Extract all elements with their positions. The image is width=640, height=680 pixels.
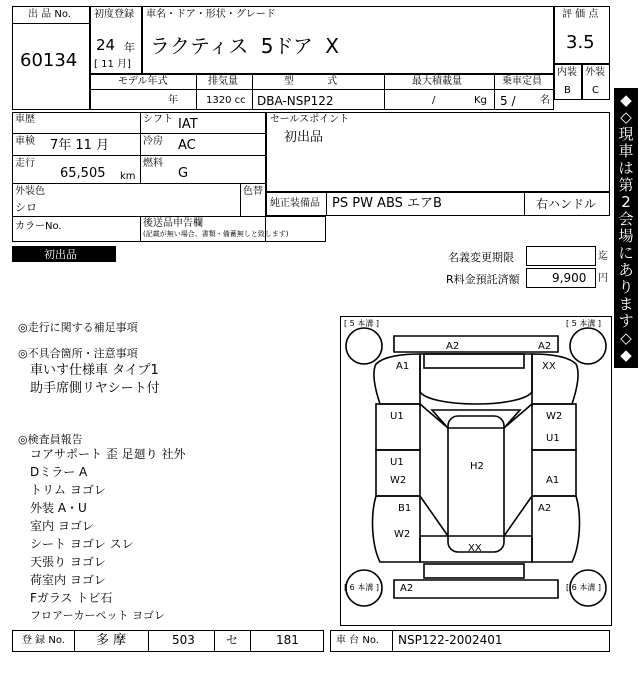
history-label: 車歴 <box>15 114 35 125</box>
banner-char: ◇ <box>620 329 632 347</box>
inspector-line: 天張り ヨゴレ <box>30 555 106 569</box>
reg-div-3 <box>214 630 215 652</box>
eval-value: 3.5 <box>566 32 595 53</box>
mark-front-bumper-left: A2 <box>446 341 460 352</box>
mark-left-rear-quarter-2: W2 <box>394 529 411 540</box>
mark-right-rear-quarter: A2 <box>538 503 552 514</box>
eval-label: 評 価 点 <box>562 9 599 20</box>
name-change-unit: 迄 <box>598 251 608 262</box>
defects-title: ◎不具合箇所・注意事項 <box>18 347 138 360</box>
banner-char: 車 <box>618 142 634 160</box>
spec-col-2 <box>252 74 253 110</box>
front-bumper-outline <box>394 336 558 352</box>
mileage-unit: km <box>120 171 136 182</box>
inspector-line: 室内 ヨゴレ <box>30 519 94 533</box>
interior-label: 内装 <box>557 67 577 78</box>
chassis-div <box>392 630 393 652</box>
mark-right-front-door-2: U1 <box>546 433 560 444</box>
region-value: 多 摩 <box>96 633 127 648</box>
right-c-pillar <box>504 496 532 536</box>
mileage-value: 65,505 <box>60 166 106 181</box>
chassis-label: 車 台 No. <box>336 635 379 646</box>
inspector-line: フロアーカーペット ヨゴレ <box>30 609 165 622</box>
spec-col-3 <box>384 74 385 110</box>
details-row-3 <box>12 156 266 184</box>
class-value: 503 <box>172 633 195 647</box>
lot-label: 出 品 No. <box>28 9 71 20</box>
right-rear-door <box>532 450 576 496</box>
kana-value: セ <box>226 633 239 647</box>
spec-col-1 <box>196 74 197 110</box>
load-label: 最大積載量 <box>412 76 462 87</box>
number-value: 181 <box>276 633 299 647</box>
banner-char: り <box>618 278 634 296</box>
inspector-line: トリム ヨゴレ <box>30 483 106 497</box>
front-right-tread-tag: [ 5 本溝 ] <box>566 319 601 328</box>
car-name-value: ラクティス 5ドア X <box>150 34 339 58</box>
model-year-unit: 年 <box>168 95 178 106</box>
front-left-tread-tag: [ 5 本溝 ] <box>344 319 379 328</box>
rear-light-bar <box>424 564 524 578</box>
banner-char: あ <box>618 261 634 279</box>
color-label: 外装色 <box>15 186 45 197</box>
first-reg-label: 初度登録 <box>94 9 134 20</box>
inspector-line: シート ヨゴレ スレ <box>30 537 134 551</box>
color-value: シロ <box>15 201 37 214</box>
reg-div-1 <box>74 630 75 652</box>
inspector-line: Fガラス トビ石 <box>30 591 113 605</box>
inspection-label: 車検 <box>15 136 35 147</box>
inspector-title: ◎検査員報告 <box>18 433 83 446</box>
ac-label: 冷房 <box>143 136 163 147</box>
banner-char: ◇ <box>620 108 632 126</box>
ac-value: AC <box>178 138 196 153</box>
displacement-label: 排気量 <box>208 76 238 87</box>
mark-left-rear-quarter-1: B1 <box>398 503 412 514</box>
vertical-banner <box>614 88 638 368</box>
shift-label: シフト <box>143 114 173 125</box>
left-a-pillar <box>420 404 448 428</box>
mark-front-bumper-right: A2 <box>538 341 552 352</box>
banner-char: ◆ <box>620 91 632 109</box>
model-year-label: モデル年式 <box>118 76 168 87</box>
front-right-tire <box>570 328 606 364</box>
type-value: DBA-NSP122 <box>257 94 334 108</box>
name-change-label: 名義変更期限 <box>448 251 514 264</box>
load-unit: Kg <box>474 95 487 106</box>
mark-left-rear-door-2: W2 <box>390 475 407 486</box>
banner-char: 場 <box>618 227 634 245</box>
month-value: [ 11 月] <box>94 59 131 70</box>
mark-rear-hatch: XX <box>468 543 482 554</box>
color-col-divider <box>240 184 241 216</box>
mark-roof: H2 <box>470 461 484 472</box>
capacity-label: 乗車定員 <box>502 76 542 87</box>
inspector-line: 荷室内 ヨゴレ <box>30 573 106 587</box>
interior-value: B <box>564 85 571 96</box>
inspector-line: 外装 A・U <box>30 501 87 515</box>
exterior-value: C <box>592 85 599 96</box>
mark-right-front-door-1: W2 <box>546 411 563 422</box>
mark-left-rear-door-1: U1 <box>390 457 404 468</box>
mileage-label: 走行 <box>15 158 35 169</box>
details-col-1 <box>140 112 141 184</box>
recycle-label: R料金預託済額 <box>446 273 520 286</box>
year-unit: 年 <box>124 41 135 54</box>
aftermarket-label: 後送品申告欄 <box>143 218 203 229</box>
banner-char: 会 <box>618 210 634 228</box>
car-name-label: 車名・ドア・形状・グレード <box>146 9 276 20</box>
defect-line: 車いす仕様車 タイプ1 <box>30 363 159 378</box>
front-left-tire <box>346 328 382 364</box>
spec-col-4 <box>494 74 495 110</box>
name-change-box <box>526 246 596 266</box>
recycle-unit: 円 <box>598 273 608 284</box>
reg-div-4 <box>250 630 251 652</box>
aftermarket-note: (記載が無い場合、書類・備蓄無しと致します) <box>143 230 289 238</box>
inspector-line: Dミラー A <box>30 465 88 479</box>
rear-right-tread-tag: [ 6 本溝 ] <box>566 583 601 592</box>
banner-char: は <box>618 159 634 177</box>
banner-char: 現 <box>618 125 634 143</box>
front-grille <box>424 354 524 368</box>
capacity-value: 5 / <box>500 94 516 108</box>
lot-value: 60134 <box>20 50 78 71</box>
displacement-value: 1320 cc <box>206 95 246 106</box>
inspector-line: コアサポート 歪 足廻り 社外 <box>30 447 186 461</box>
recycle-value: 9,900 <box>552 271 587 285</box>
hood <box>420 354 532 404</box>
banner-char: す <box>618 312 634 330</box>
banner-char: 2 <box>621 193 631 211</box>
capacity-unit: 名 <box>540 95 550 106</box>
banner-char: に <box>618 244 634 262</box>
chassis-value: NSP122-2002401 <box>398 633 503 647</box>
sales-point-label: セールスポイント <box>270 114 350 125</box>
color-swap-label: 色替 <box>243 186 263 197</box>
equipment-handle-div <box>524 192 525 216</box>
equipment-label: 純正装備品 <box>270 198 320 209</box>
details-row-1 <box>12 112 266 134</box>
defect-line: 助手席側リヤシート付 <box>30 381 160 396</box>
banner-char: ◆ <box>620 346 632 364</box>
reg-div-2 <box>148 630 149 652</box>
left-c-pillar <box>420 496 448 536</box>
shift-value: IAT <box>178 117 198 132</box>
mark-left-front-fender: A1 <box>396 361 410 372</box>
rear-left-tread-tag: [ 6 本溝 ] <box>344 583 379 592</box>
driving-notes-title: ◎走行に関する補足事項 <box>18 321 138 334</box>
exterior-label: 外装 <box>585 67 605 78</box>
year-value: 24 <box>96 36 116 54</box>
first-listing-badge-text: 初出品 <box>44 248 77 261</box>
mark-right-front-fender: XX <box>542 361 556 372</box>
fuel-label: 燃料 <box>143 158 163 169</box>
load-value: / <box>432 95 436 106</box>
handle-value: 右ハンドル <box>536 197 597 211</box>
registration-label: 登 録 No. <box>22 635 65 646</box>
roof <box>448 416 504 552</box>
mark-right-rear-door: A1 <box>546 475 560 486</box>
inspection-value: 7年 11 月 <box>50 138 110 153</box>
rear-bumper-outline <box>394 580 558 598</box>
mark-rear-bumper: A2 <box>400 583 414 594</box>
banner-char: ま <box>618 295 634 313</box>
right-a-pillar <box>504 404 532 428</box>
equipment-value: PS PW ABS エアB <box>332 196 442 211</box>
mark-left-front-door: U1 <box>390 411 404 422</box>
banner-char: 第 <box>618 176 634 194</box>
type-label: 型 式 <box>284 76 338 87</box>
equipment-label-div <box>326 192 327 216</box>
fuel-value: G <box>178 166 189 181</box>
color-no-label: カラーNo. <box>15 221 62 232</box>
sales-point-value: 初出品 <box>284 130 324 145</box>
